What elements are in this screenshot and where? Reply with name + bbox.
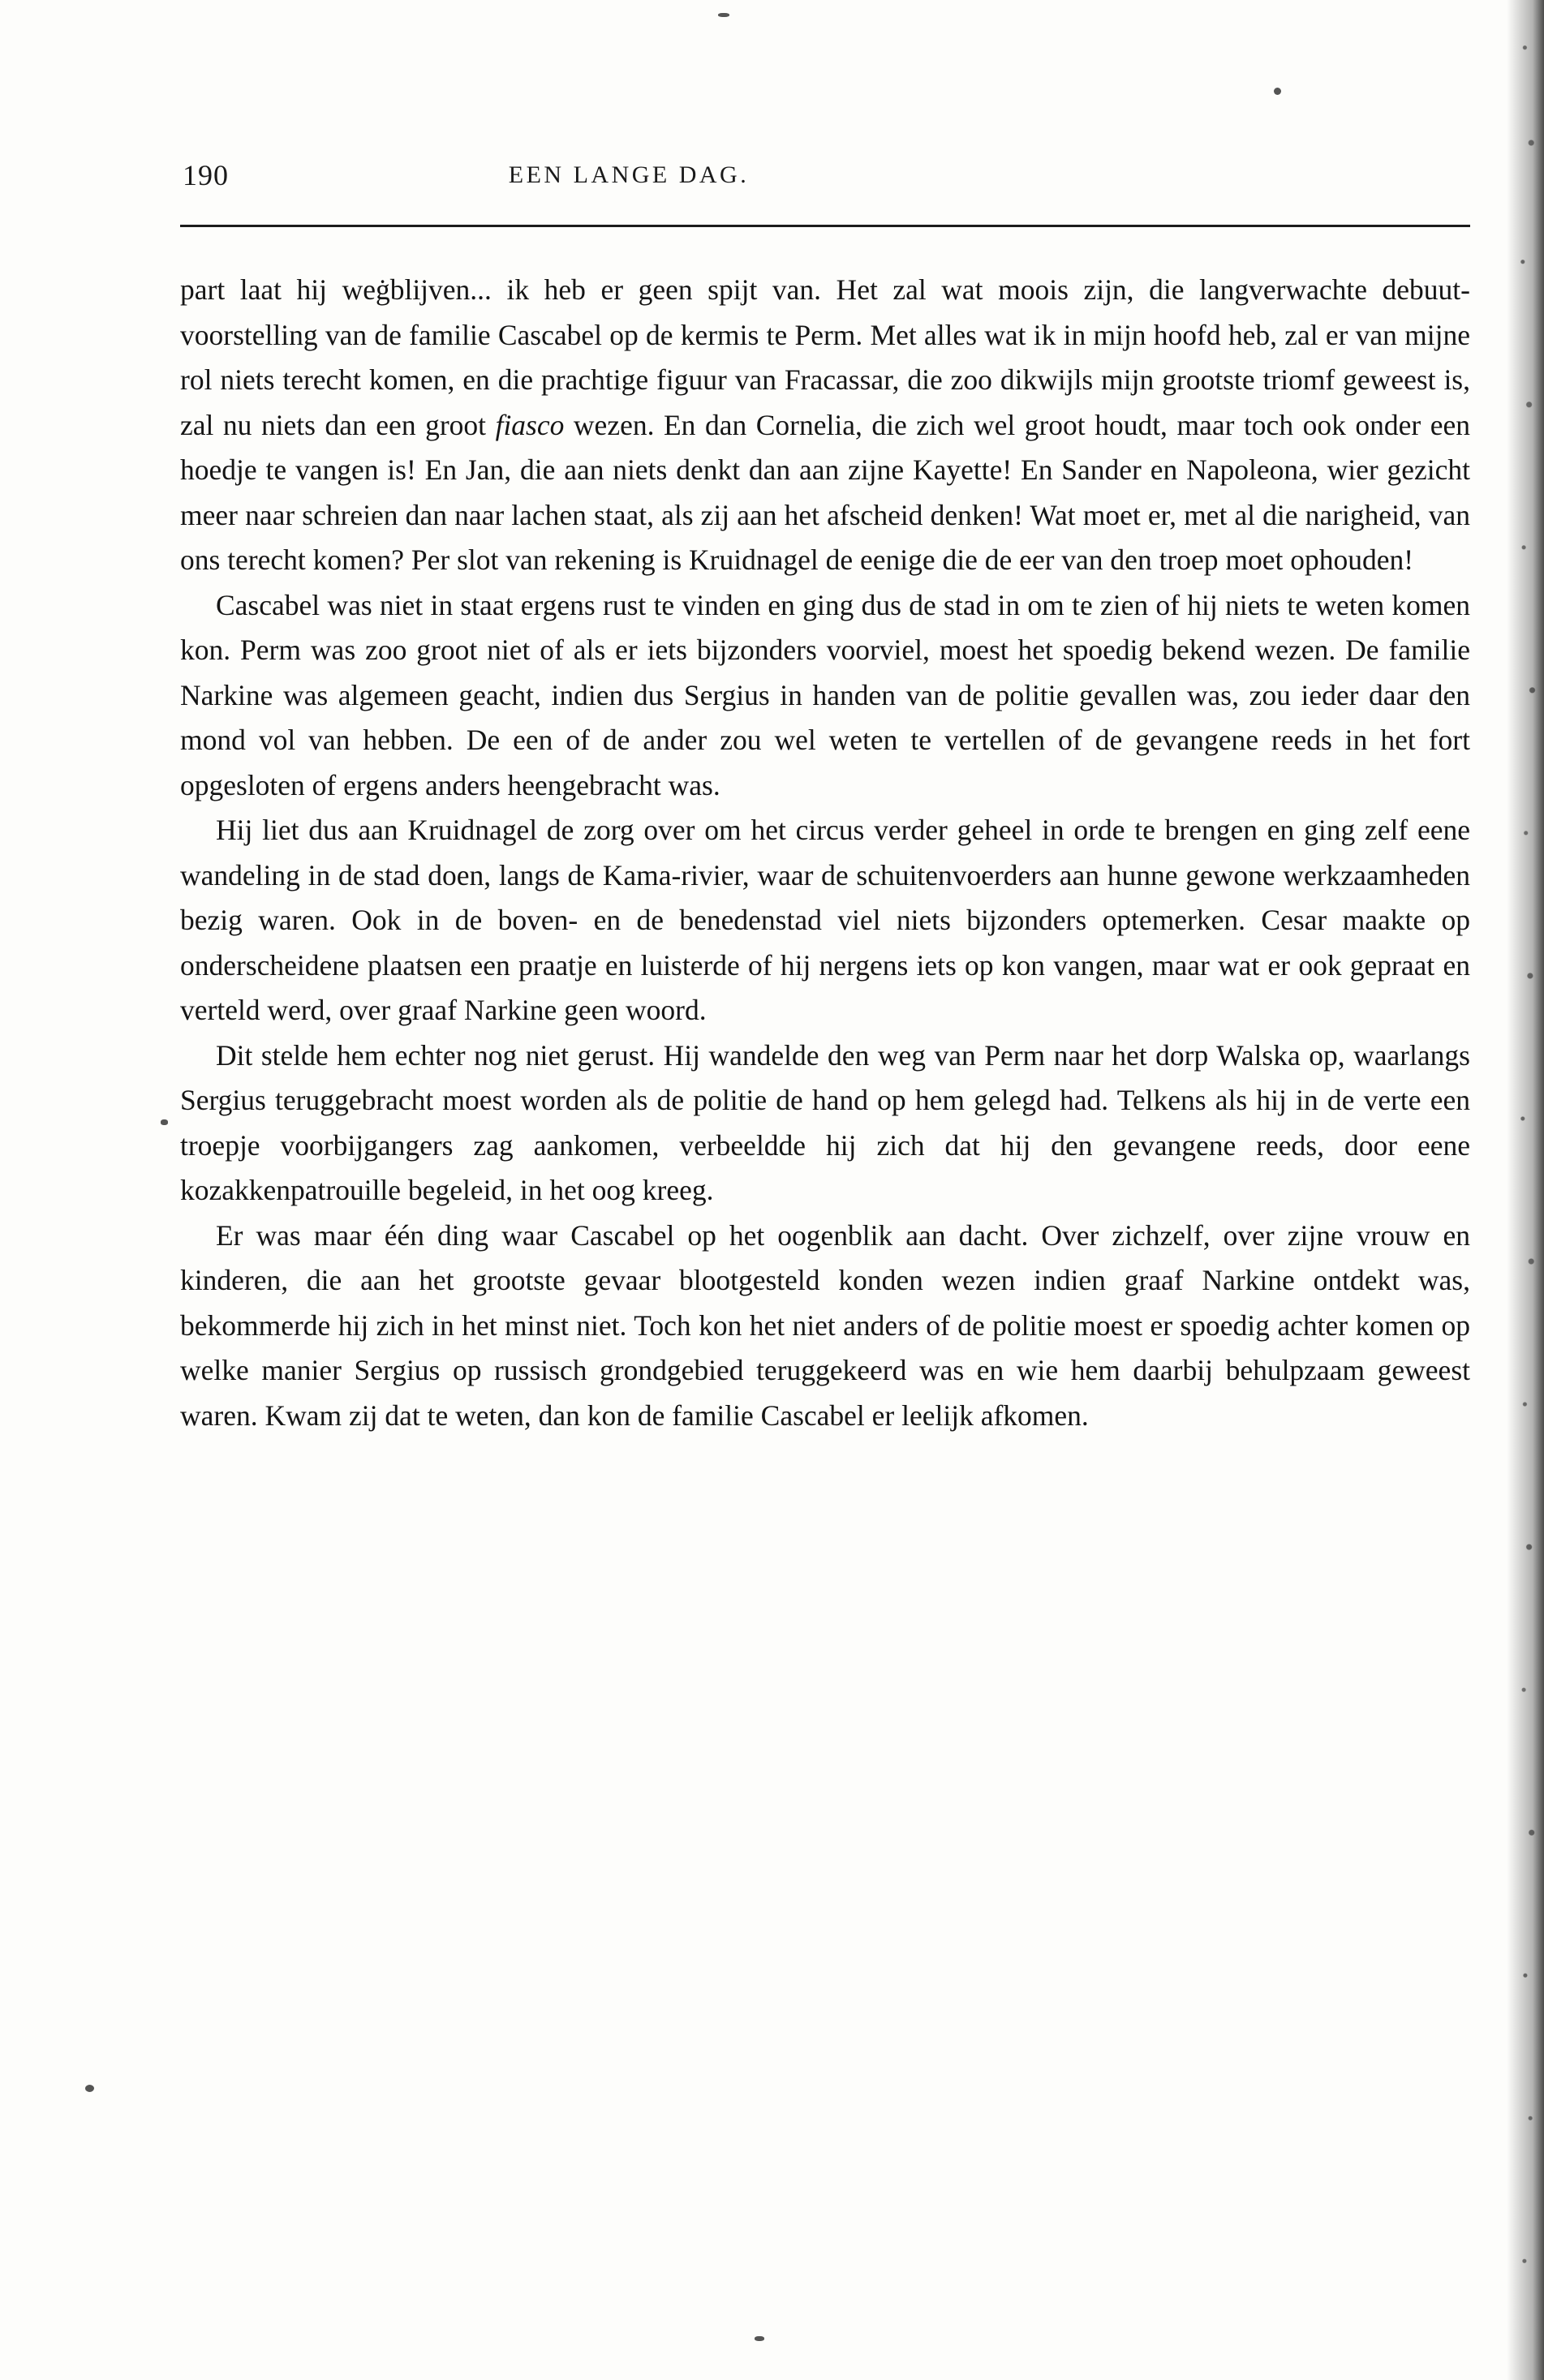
- header-rule: [180, 225, 1470, 227]
- page-number: 190: [183, 159, 229, 191]
- paragraph-2: [180, 583, 1470, 809]
- scan-mark-left-middle: [161, 1119, 168, 1125]
- scan-mark-top: [718, 13, 729, 17]
- body-text: [180, 268, 1470, 1438]
- paragraph-2-text: Cascabel was niet in staat ergens rust te vinden en ging dus de stad in om te zien of hij niets te weten komen kon. Perm was zoo groot niet of als er iets bijzonders voorviel, moest het spoedig bekend wezen. De familie Narkine was algemeen geacht, indien dus Sergius in handen van de politie gevallen was, zou ieder daar den mond vol van hebben. De een of de ander zou wel weten te vertellen of de gevangene reeds in het fort opgesloten of ergens anders heengebracht was.: [180, 588, 1470, 801]
- paragraph-3-text: Hij liet dus aan Kruidnagel de zorg over om het circus verder geheel in orde te brengen en ging zelf eene wandeling in de stad doen, langs de Kama-rivier, waar de schuitenvoerders aan hunne gewone werkzaamheden bezig waren. Ook in de boven- en de benedenstad viel niets bijzonders optemerken. Cesar maakte op onderscheidene plaatsen een praatje en luisterde of hij nergens iets op kon vangen, maar wat er ook gepraat en verteld werd, over graaf Narkine geen woord.: [180, 814, 1470, 1026]
- paragraph-3: [180, 808, 1470, 1033]
- paragraph-5-text: Er was maar één ding waar Cascabel op het oogenblik aan dacht. Over zichzelf, over zijne vrouw en kinderen, die aan het grootste gevaar blootgesteld konden wezen indien graaf Narkine ontdekt was, bekommerde hij zich in het minst niet. Toch kon het niet anders of de politie moest er spoedig achter komen op welke manier Sergius op russisch grondgebied teruggekeerd was en wie hem daarbij behulpzaam geweest waren. Kwam zij dat te weten, dan kon de familie Cascabel er leelijk afkomen.: [180, 1218, 1470, 1432]
- running-head: [183, 158, 1444, 200]
- scan-gutter-shadow: [1479, 0, 1544, 2380]
- paragraph-1-text: part laat hij weġblijven... ik heb er geen spijt van. Het zal wat moois zijn, die langverwachte debuut-voorstelling van de familie Cascabel op de kermis te Perm. Met alles wat ik in mijn hoofd heb, zal er van mijne rol niets terecht komen, en die prachtige figuur van Fracassar, die zoo dikwijls mijn grootste triomf geweest is, zal nu niets dan een groot fiasco wezen. En dan Cornelia, die zich wel groot houdt, maar toch ook onder een hoedje te vangen is! En Jan, die aan niets denkt dan aan zijne Kayette! En Sander en Napoleona, wier gezicht meer naar schreien dan naar lachen staat, als zij aan het afscheid denken! Wat moet er, met al die narigheid, van ons terecht komen? Per slot van rekening is Kruidnagel de eenige die de eer van den troep moet ophouden!: [180, 273, 1470, 576]
- scan-mark-bottom: [755, 2336, 764, 2341]
- scan-mark-top-right: [1274, 88, 1281, 95]
- running-title: EEN LANGE DAG.: [508, 161, 750, 188]
- paragraph-4-text: Dit stelde hem echter nog niet gerust. Hij wandelde den weg van Perm naar het dorp Walska op, waarlangs Sergius teruggebracht moest worden als de politie de hand op hem gelegd had. Telkens als hij in de verte een troepje voorbijgangers zag aankomen, verbeeldde hij zich dat hij den gevangene reeds, door eene kozakkenpatrouille begeleid, in het oog kreeg.: [180, 1038, 1470, 1206]
- scan-mark-left-bottom: [85, 2085, 94, 2092]
- paragraph-4: [180, 1033, 1470, 1214]
- paragraph-1: [180, 268, 1470, 583]
- paragraph-5: [180, 1214, 1470, 1439]
